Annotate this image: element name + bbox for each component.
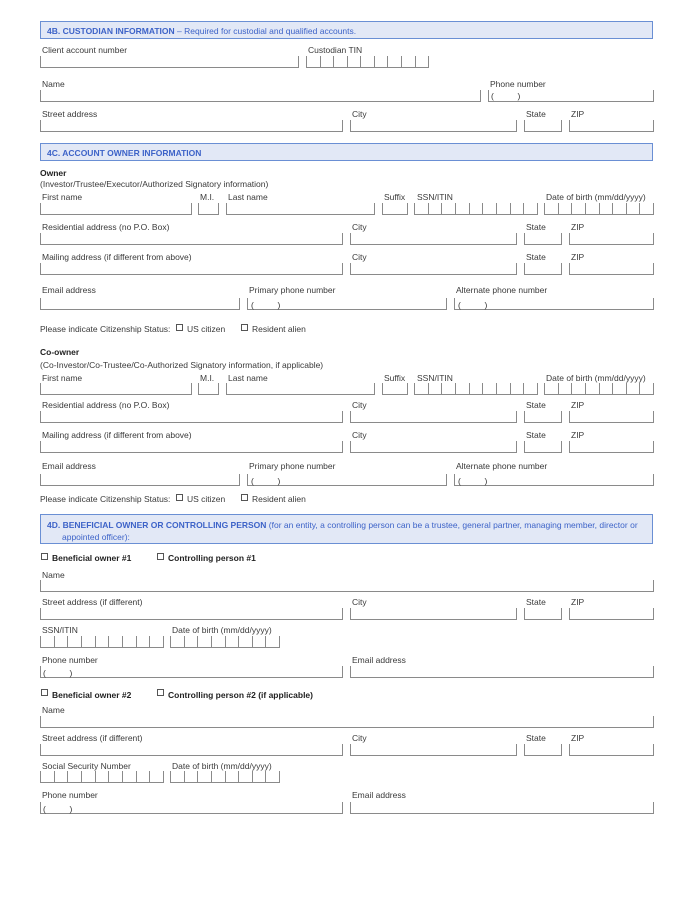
coowner-mail-state-field[interactable]: [524, 441, 562, 453]
coowner-mi-label: M.I.: [200, 373, 215, 383]
coowner-us-citizen-label: US citizen: [187, 494, 226, 504]
owner-res-state-label: State: [526, 222, 546, 232]
bo2-city-field[interactable]: [350, 744, 517, 756]
coowner-mailing-field[interactable]: [40, 441, 343, 453]
owner-mail-state-field[interactable]: [524, 263, 562, 275]
section-4b-title: 4B. CUSTODIAN INFORMATION: [47, 26, 175, 36]
owner-res-zip-label: ZIP: [571, 222, 585, 232]
coowner-res-city-label: City: [352, 400, 367, 410]
owner-res-city-label: City: [352, 222, 367, 232]
bo2-zip-field[interactable]: [569, 744, 654, 756]
custodian-state-label: State: [526, 109, 546, 119]
coowner-mail-city-label: City: [352, 430, 367, 440]
custodian-phone-label: Phone number: [490, 79, 546, 89]
client-account-number-field[interactable]: [40, 56, 299, 68]
bo2-phone-mask: ( ): [43, 804, 73, 814]
controlling-person-1-label: Controlling person #1: [168, 553, 256, 563]
bo2-name-field[interactable]: [40, 716, 654, 728]
section-4d-title: 4D. BENEFICIAL OWNER OR CONTROLLING PERSON: [47, 520, 267, 530]
beneficial-owner-1-label: Beneficial owner #1: [52, 553, 132, 563]
owner-first-name-field[interactable]: [40, 203, 192, 215]
coowner-res-zip-field[interactable]: [569, 411, 654, 423]
owner-subheading: (Investor/Trustee/Executor/Authorized Signatory information): [40, 179, 269, 189]
coowner-resident-alien-checkbox[interactable]: [241, 494, 248, 501]
owner-suffix-label: Suffix: [384, 192, 406, 202]
coowner-mail-zip-label: ZIP: [571, 430, 585, 440]
bo1-name-field[interactable]: [40, 580, 654, 592]
owner-dob-field[interactable]: [544, 203, 654, 215]
bo1-email-label: Email address: [352, 655, 406, 665]
owner-primary-phone-mask: ( ): [251, 300, 281, 310]
coowner-first-name-field[interactable]: [40, 383, 192, 395]
owner-mail-state-label: State: [526, 252, 546, 262]
coowner-mail-city-field[interactable]: [350, 441, 517, 453]
bo2-phone-label: Phone number: [42, 790, 98, 800]
bo1-ssn-label: SSN/ITIN: [42, 625, 78, 635]
bo2-city-label: City: [352, 733, 367, 743]
custodian-phone-mask: ( ): [491, 91, 521, 101]
coowner-resident-alien-label: Resident alien: [252, 494, 306, 504]
bo2-zip-label: ZIP: [571, 733, 585, 743]
section-4d-header: [40, 514, 653, 544]
owner-suffix-field[interactable]: [382, 203, 408, 215]
bo2-name-label: Name: [42, 705, 65, 715]
bo1-ssn-field[interactable]: [40, 636, 164, 648]
coowner-res-state-field[interactable]: [524, 411, 562, 423]
coowner-us-citizen-checkbox[interactable]: [176, 494, 183, 501]
coowner-mail-state-label: State: [526, 430, 546, 440]
coowner-mail-zip-field[interactable]: [569, 441, 654, 453]
owner-us-citizen-checkbox[interactable]: [176, 324, 183, 331]
bo1-dob-field[interactable]: [170, 636, 280, 648]
custodian-name-field[interactable]: [40, 90, 481, 102]
coowner-primary-phone-mask: ( ): [251, 476, 281, 486]
coowner-res-city-field[interactable]: [350, 411, 517, 423]
owner-resident-alien-label: Resident alien: [252, 324, 306, 334]
bo1-phone-field[interactable]: [40, 666, 343, 678]
section-4c-title: 4C. ACCOUNT OWNER INFORMATION: [47, 148, 202, 158]
bo1-state-label: State: [526, 597, 546, 607]
owner-mi-label: M.I.: [200, 192, 215, 202]
owner-res-zip-field[interactable]: [569, 233, 654, 245]
custodian-tin-field[interactable]: [306, 56, 429, 68]
controlling-person-2-label: Controlling person #2 (if applicable): [168, 690, 313, 700]
bo1-city-field[interactable]: [350, 608, 517, 620]
coowner-mailing-label: Mailing address (if different from above): [42, 430, 192, 440]
owner-mail-zip-field[interactable]: [569, 263, 654, 275]
bo1-phone-mask: ( ): [43, 668, 73, 678]
coowner-first-name-label: First name: [42, 373, 83, 383]
beneficial-owner-2-label: Beneficial owner #2: [52, 690, 132, 700]
owner-primary-phone-label: Primary phone number: [249, 285, 336, 295]
beneficial-owner-1-checkbox[interactable]: [41, 553, 48, 560]
owner-first-name-label: First name: [42, 192, 83, 202]
coowner-heading: Co-owner: [40, 347, 80, 357]
custodian-city-field[interactable]: [350, 120, 517, 132]
section-4c-header: [40, 143, 653, 161]
coowner-email-field[interactable]: [40, 474, 240, 486]
owner-citizenship-label: Please indicate Citizenship Status:: [40, 324, 171, 334]
owner-last-name-field[interactable]: [226, 203, 375, 215]
custodian-city-label: City: [352, 109, 367, 119]
owner-residential-label: Residential address (no P.O. Box): [42, 222, 170, 232]
bo2-dob-field[interactable]: [170, 771, 280, 783]
coowner-suffix-field[interactable]: [382, 383, 408, 395]
coowner-email-label: Email address: [42, 461, 96, 471]
custodian-street-label: Street address: [42, 109, 98, 119]
bo2-dob-label: Date of birth (mm/dd/yyyy): [172, 761, 272, 771]
custodian-zip-label: ZIP: [571, 109, 585, 119]
owner-alternate-phone-label: Alternate phone number: [456, 285, 548, 295]
coowner-suffix-label: Suffix: [384, 373, 406, 383]
coowner-mi-field[interactable]: [198, 383, 219, 395]
owner-heading: Owner: [40, 168, 67, 178]
section-4d-subtitle: (for an entity, a controlling person can be a trustee, general partner, managing member, director or: [266, 520, 638, 530]
bo2-state-label: State: [526, 733, 546, 743]
coowner-dob-label: Date of birth (mm/dd/yyyy): [546, 373, 646, 383]
bo1-email-field[interactable]: [350, 666, 654, 678]
coowner-residential-field[interactable]: [40, 411, 343, 423]
bo2-ssn-label: Social Security Number: [42, 761, 131, 771]
owner-us-citizen-label: US citizen: [187, 324, 226, 334]
coowner-primary-phone-label: Primary phone number: [249, 461, 336, 471]
custodian-name-label: Name: [42, 79, 65, 89]
coowner-last-name-field[interactable]: [226, 383, 375, 395]
coowner-subheading: (Co-Investor/Co-Trustee/Co-Authorized Signatory information, if applicable): [40, 360, 324, 370]
coowner-last-name-label: Last name: [228, 373, 268, 383]
owner-mailing-label: Mailing address (if different from above): [42, 252, 192, 262]
owner-mail-city-field[interactable]: [350, 263, 517, 275]
coowner-citizenship-label: Please indicate Citizenship Status:: [40, 494, 171, 504]
owner-email-label: Email address: [42, 285, 96, 295]
bo2-state-field[interactable]: [524, 744, 562, 756]
client-account-number-label: Client account number: [42, 45, 128, 55]
coowner-alternate-phone-label: Alternate phone number: [456, 461, 548, 471]
owner-email-field[interactable]: [40, 298, 240, 310]
section-4d-subtitle-2: appointed officer):: [62, 532, 130, 542]
owner-res-city-field[interactable]: [350, 233, 517, 245]
section-4b-subtitle: – Required for custodial and qualified accounts.: [174, 26, 357, 36]
owner-dob-label: Date of birth (mm/dd/yyyy): [546, 192, 646, 202]
owner-last-name-label: Last name: [228, 192, 268, 202]
owner-mi-field[interactable]: [198, 203, 219, 215]
owner-res-state-field[interactable]: [524, 233, 562, 245]
bo1-zip-label: ZIP: [571, 597, 585, 607]
coowner-ssn-label: SSN/ITIN: [417, 373, 453, 383]
coowner-res-zip-label: ZIP: [571, 400, 585, 410]
bo1-street-label: Street address (if different): [42, 597, 143, 607]
bo2-phone-field[interactable]: [40, 802, 343, 814]
owner-residential-field[interactable]: [40, 233, 343, 245]
coowner-residential-label: Residential address (no P.O. Box): [42, 400, 170, 410]
custodian-state-field[interactable]: [524, 120, 562, 132]
coowner-res-state-label: State: [526, 400, 546, 410]
bo2-ssn-field[interactable]: [40, 771, 164, 783]
custodian-tin-label: Custodian TIN: [308, 45, 363, 55]
owner-mail-zip-label: ZIP: [571, 252, 585, 262]
bo1-city-label: City: [352, 597, 367, 607]
coowner-alternate-phone-mask: ( ): [458, 476, 488, 486]
bo1-state-field[interactable]: [524, 608, 562, 620]
bo1-street-field[interactable]: [40, 608, 343, 620]
bo1-phone-label: Phone number: [42, 655, 98, 665]
owner-resident-alien-checkbox[interactable]: [241, 324, 248, 331]
owner-mail-city-label: City: [352, 252, 367, 262]
section-4b-header: [40, 21, 653, 39]
controlling-person-2-checkbox[interactable]: [157, 689, 164, 696]
bo1-zip-field[interactable]: [569, 608, 654, 620]
custodian-zip-field[interactable]: [569, 120, 654, 132]
owner-ssn-label: SSN/ITIN: [417, 192, 453, 202]
coowner-ssn-field[interactable]: [414, 383, 538, 395]
controlling-person-1-checkbox[interactable]: [157, 553, 164, 560]
bo1-name-label: Name: [42, 570, 65, 580]
beneficial-owner-2-checkbox[interactable]: [41, 689, 48, 696]
bo2-street-field[interactable]: [40, 744, 343, 756]
bo2-email-label: Email address: [352, 790, 406, 800]
bo1-dob-label: Date of birth (mm/dd/yyyy): [172, 625, 272, 635]
bo2-street-label: Street address (if different): [42, 733, 143, 743]
owner-alternate-phone-mask: ( ): [458, 300, 488, 310]
owner-ssn-field[interactable]: [414, 203, 538, 215]
bo2-email-field[interactable]: [350, 802, 654, 814]
coowner-dob-field[interactable]: [544, 383, 654, 395]
custodian-street-field[interactable]: [40, 120, 343, 132]
owner-mailing-field[interactable]: [40, 263, 343, 275]
